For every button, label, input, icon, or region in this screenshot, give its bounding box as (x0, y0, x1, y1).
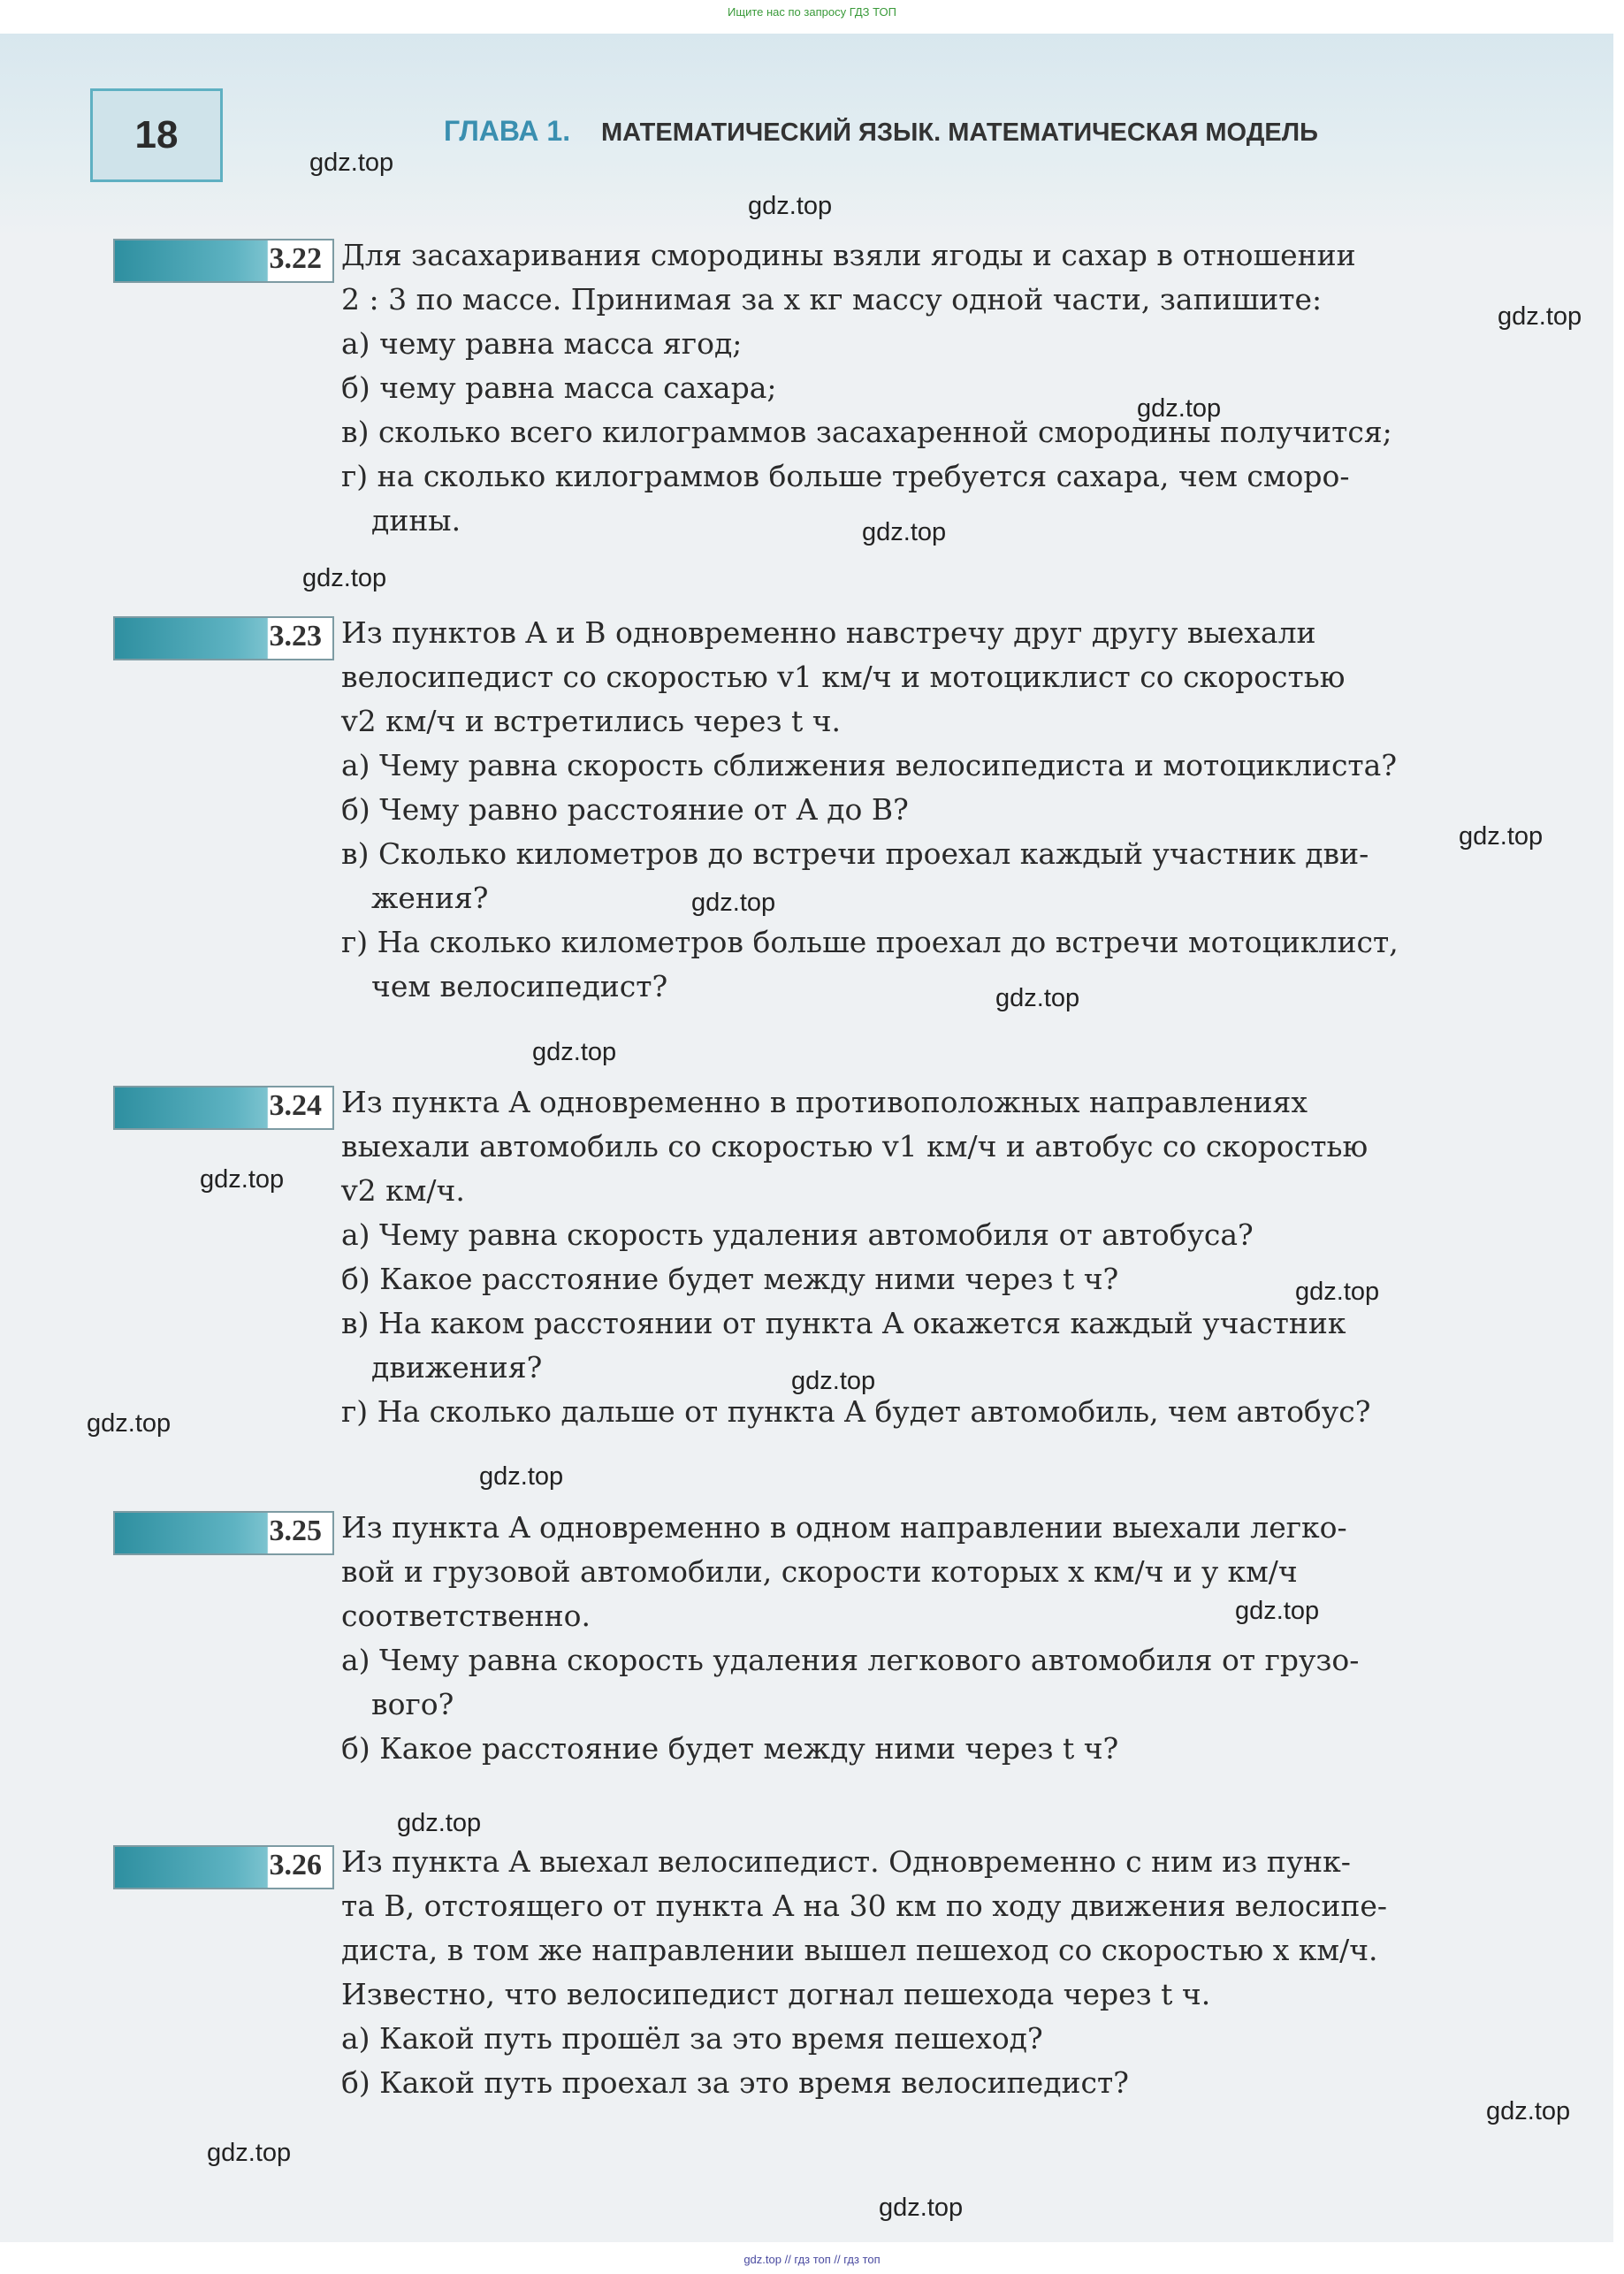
watermark: gdz.top (309, 149, 394, 177)
problem-number-badge (113, 1511, 334, 1555)
problem-line: г) На сколько километров больше проехал до встречи мотоциклист, (341, 925, 1399, 959)
problem-line: г) На сколько дальше от пункта A будет автомобиль, чем автобус? (341, 1394, 1371, 1429)
watermark: gdz.top (479, 1462, 564, 1491)
watermark: gdz.top (1498, 302, 1582, 331)
problem-number: 3.23 (269, 620, 322, 652)
chapter-label: ГЛАВА 1. (444, 115, 571, 147)
page-number: 18 (90, 88, 223, 182)
watermark: gdz.top (862, 518, 947, 546)
watermark: gdz.top (302, 564, 387, 592)
problem-text (341, 611, 1535, 1009)
problem-line: в) сколько всего килограммов засахаренной смородины получится; (341, 415, 1392, 449)
problem-line: диста, в том же направлении вышел пешеход со скоростью x км/ч. (341, 1933, 1378, 1967)
watermark: gdz.top (87, 1409, 172, 1438)
problem-line: выехали автомобиль со скоростью v1 км/ч и автобус со скоростью (341, 1129, 1369, 1164)
problem-line: Известно, что велосипедист догнал пешехода через t ч. (341, 1977, 1211, 2011)
watermark: gdz.top (397, 1809, 482, 1837)
watermark: gdz.top (1235, 1597, 1320, 1625)
problem-line: вой и грузовой автомобили, скорости которых x км/ч и y км/ч (341, 1554, 1298, 1589)
problem-number: 3.26 (269, 1849, 322, 1881)
problem-line: велосипедист со скоростью v1 км/ч и мотоциклист со скоростью (341, 660, 1346, 694)
problem-line: чем велосипедист? (371, 969, 668, 1003)
watermark: gdz.top (532, 1038, 617, 1066)
problem-line: та B, отстоящего от пункта A на 30 км по ходу движения велосипе- (341, 1889, 1388, 1923)
problem-line: а) чему равна масса ягод; (341, 326, 743, 361)
watermark: gdz.top (791, 1367, 876, 1395)
problem-number-badge (113, 1845, 334, 1889)
problem-number-badge (113, 239, 334, 283)
top-banner: Ищите нас по запросу ГДЗ ТОП (728, 5, 896, 19)
watermark: gdz.top (879, 2194, 964, 2222)
problem-line: дины. (371, 503, 461, 538)
problem-line: соответственно. (341, 1599, 591, 1633)
problem-number: 3.22 (269, 242, 322, 275)
watermark: gdz.top (1295, 1278, 1380, 1306)
problem-line: б) чему равна масса сахара; (341, 370, 777, 405)
problem-line: v2 км/ч и встретились через t ч. (341, 704, 841, 738)
problem-number-badge (113, 616, 334, 660)
textbook-page (0, 34, 1613, 2242)
watermark: gdz.top (1137, 394, 1222, 423)
watermark: gdz.top (1459, 822, 1544, 851)
problem-line: Из пунктов A и B одновременно навстречу друг другу выехали (341, 615, 1316, 650)
chapter-title: МАТЕМАТИЧЕСКИЙ ЯЗЫК. МАТЕМАТИЧЕСКАЯ МОДЕЛЬ (601, 118, 1318, 147)
problem-line: Из пункта A одновременно в противоположных направлениях (341, 1085, 1308, 1119)
problem-line: 2 : 3 по массе. Принимая за x кг массу одной части, запишите: (341, 282, 1323, 317)
problem-line: а) Какой путь прошёл за это время пешеход? (341, 2021, 1043, 2056)
chapter-heading (444, 115, 1318, 148)
problem-line: Из пункта A выехал велосипедист. Одновременно с ним из пунк- (341, 1844, 1351, 1879)
problem-line: б) Какой путь проехал за это время велосипедист? (341, 2065, 1129, 2100)
watermark: gdz.top (995, 984, 1080, 1012)
problem-line: v2 км/ч. (341, 1173, 465, 1208)
problem-line: движения? (371, 1350, 543, 1385)
problem-text (341, 1840, 1535, 2105)
problem-line: в) На каком расстоянии от пункта A окажется каждый участник (341, 1306, 1346, 1340)
watermark: gdz.top (207, 2139, 292, 2167)
problem-line: Из пункта A одновременно в одном направлении выехали легко- (341, 1510, 1347, 1545)
problem-number-badge (113, 1086, 334, 1130)
problem-line: а) Чему равна скорость удаления автомобиля от автобуса? (341, 1217, 1254, 1252)
problem-line: вого? (371, 1687, 454, 1721)
problem-line: б) Какое расстояние будет между ними через t ч? (341, 1731, 1119, 1766)
problem-text (341, 1080, 1535, 1434)
problem-line: б) Чему равно расстояние от A до B? (341, 792, 909, 827)
problem-line: в) Сколько километров до встречи проехал каждый участник дви- (341, 836, 1369, 871)
problem-number: 3.25 (269, 1515, 322, 1547)
watermark: gdz.top (1486, 2097, 1571, 2125)
bottom-banner: gdz.top // гдз топ // гдз топ (743, 2253, 881, 2266)
watermark: gdz.top (200, 1165, 285, 1194)
problem-line: б) Какое расстояние будет между ними через t ч? (341, 1262, 1119, 1296)
problem-number: 3.24 (269, 1089, 322, 1122)
watermark: gdz.top (691, 889, 776, 917)
watermark: gdz.top (748, 192, 833, 220)
problem-line: г) на сколько килограммов больше требуется сахара, чем сморо- (341, 459, 1350, 493)
problem-line: Для засахаривания смородины взяли ягоды и сахар в отношении (341, 238, 1356, 272)
problem-line: а) Чему равна скорость удаления легкового автомобиля от грузо- (341, 1643, 1360, 1677)
problem-text (341, 233, 1535, 543)
problem-line: а) Чему равна скорость сближения велосипедиста и мотоциклиста? (341, 748, 1398, 782)
problem-line: жения? (371, 881, 489, 915)
problem-text (341, 1506, 1535, 1771)
